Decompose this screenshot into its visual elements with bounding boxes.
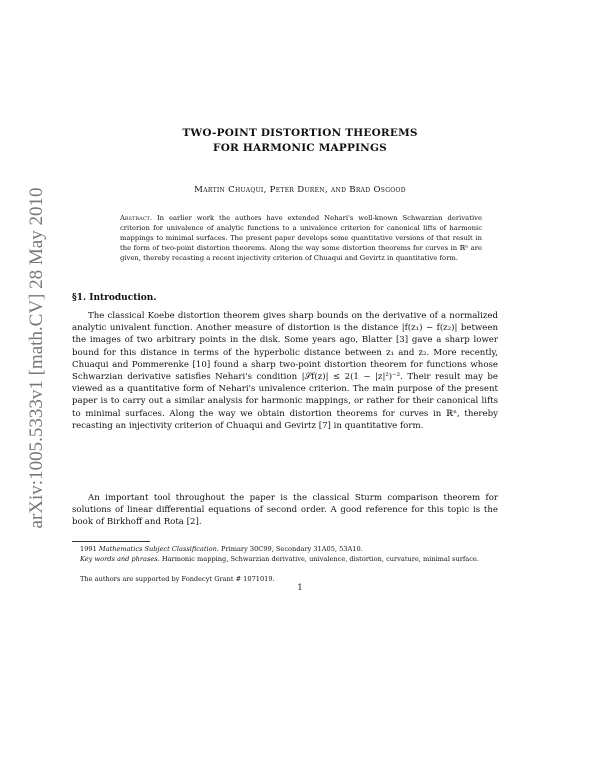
footnote-rule [72,541,150,542]
title-line-2: FOR HARMONIC MAPPINGS [213,142,387,154]
page-number: 1 [297,583,303,593]
footnote-classification-label: Mathematics Subject Classification. [98,545,219,553]
footnote-keywords-label: Key words and phrases. [80,555,160,563]
intro-paragraph-1: The classical Koebe distortion theorem gives sharp bounds on the derivative of a normalized analytic univalent function. Another measure of distortion is the distance |f(z₁) − f(z₂)| between the images of two arbitrary points in the disk. Some years ago, Blatter [3] gave a sharp lower bound for this distance in terms of the hyperbolic distance between z₁ and z₂. More recently, Chuaqui and Pommerenke [10] found a sharp two-point distortion theorem for functions whose Schwarzian derivative satisfies Nehari's condition |𝒮f(z)| ≤ 2(1 − |z|²)⁻². Their result may be viewed as a quantitative form of Nehari's univalence criterion. The main purpose of the present paper is to carry out a similar analysis for harmonic mappings, or rather for their canonical lifts to minimal surfaces. Along the way we obtain distortion theorems for curves in ℝⁿ, thereby recasting an injectivity criterion of Chuaqui and Gevirtz [7] in quantitative form. [72,311,498,431]
footnote-keywords-text: Harmonic mapping, Schwarzian derivative, univalence, distortion, curvature, minimal surface. [161,555,479,563]
footnote-classification-text: Primary 30C99, Secondary 31A05, 53A10. [221,545,363,553]
title-line-1: TWO-POINT DISTORTION THEOREMS [182,127,418,139]
footnote-keywords [72,555,498,565]
paper-title [100,126,500,156]
author-list: Martin Chuaqui, Peter Duren, and Brad Osgood [194,185,406,195]
footnote-classification [72,545,498,555]
arxiv-identifier [26,148,48,568]
abstract-label: Abstract. [120,214,153,222]
arxiv-identifier-text: arXiv:1005.5333v1 [math.CV] 28 May 2010 [26,187,47,529]
abstract-text: In earlier work the authors have extended Nehari's well-known Schwarzian derivative criterion for univalence of analytic functions to a univalence criterion for canonical lifts of harmonic mappings to minimal surfaces. The present paper develops some quantitative versions of that result in the form of two-point distortion theorems. Along the way some distortion theorems for curves in ℝⁿ are given, thereby recasting a recent injectivity criterion of Chuaqui and Gevirtz in quantitative form. [120,214,482,262]
section-heading: §1. Introduction. [72,293,157,303]
intro-paragraph-2: An important tool throughout the paper is the classical Sturm comparison theorem for solutions of linear differential equations of second order. A good reference for this topic is the book of Birkhoff and Rota [2]. [72,493,498,528]
abstract [120,213,482,263]
footnote-year: 1991 [80,545,97,553]
footnote-grant: The authors are supported by Fondecyt Grant # 1071019. [80,575,275,583]
